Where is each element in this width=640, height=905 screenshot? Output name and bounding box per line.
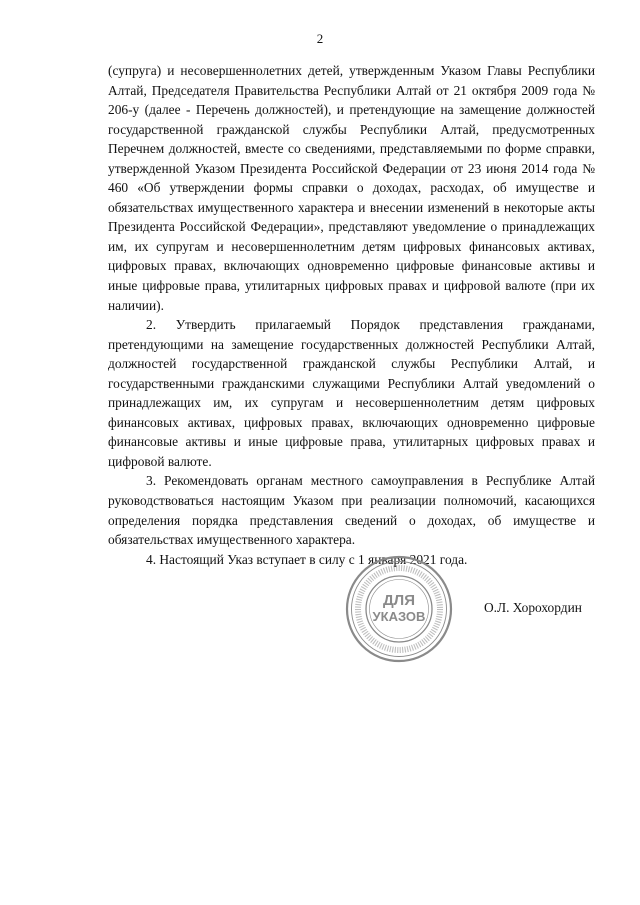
signatory-name: О.Л. Хорохордин [484,600,582,615]
paragraph-item-4: 4. Настоящий Указ вступает в силу с 1 января 2021 года. [146,551,468,567]
paragraph-continuation: (супруга) и несовершеннолетних детей, утвержденным Указом Главы Республики Алтай, Председателя Правительства Республики Алтай от 21 октября 2009 года № 206-у (далее - Перечень должностей), и претендующие на замещение должностей государственной гражданской службы Республики Алтай, предусмотренных Перечнем должностей, вместе со сведениями, представляемыми по форме справки, утвержденной Указом Президента Российской Федерации от 23 июня 2014 года № 460 «Об утверждении формы справки о доходах, расходах, об имуществе и обязательствах имущественного характера и внесении изменений в некоторые акты Президента Российской Федерации», представляют уведомление о принадлежащих им, их супругам и несовершеннолетним детям цифровых финансовых активах, цифровых правах, включающих одновременно цифровые финансовые активы и иные цифровые права, утилитарных цифровых правах и цифровой валюте (при их наличии). [108,63,595,313]
document-body [108,61,595,569]
stamp-text-line1: ДЛЯ [383,592,415,609]
page-number: 2 [316,31,324,46]
paragraph-item-2: 2. Утвердить прилагаемый Порядок представления гражданами, претендующими на замещение государственных должностей Республики Алтай, должностей государственной гражданской службы Республики Алтай, и государственными гражданскими служащими Республики Алтай уведомлений о принадлежащих им, их супругам и несовершеннолетним детям цифровых финансовых активах, цифровых правах, включающих одновременно цифровые финансовые активы и иные цифровые права, утилитарных цифровых правах и цифровой валюте. [108,317,595,469]
stamp-text-line2: УКАЗОВ [372,609,426,624]
paragraph-item-3: 3. Рекомендовать органам местного самоуправления в Республике Алтай руководствоваться настоящим Указом при реализации полномочий, касающихся определения порядка представления сведений о доходах, об имуществе и обязательствах имущественного характера. [108,473,595,548]
official-seal-stamp [345,555,453,663]
